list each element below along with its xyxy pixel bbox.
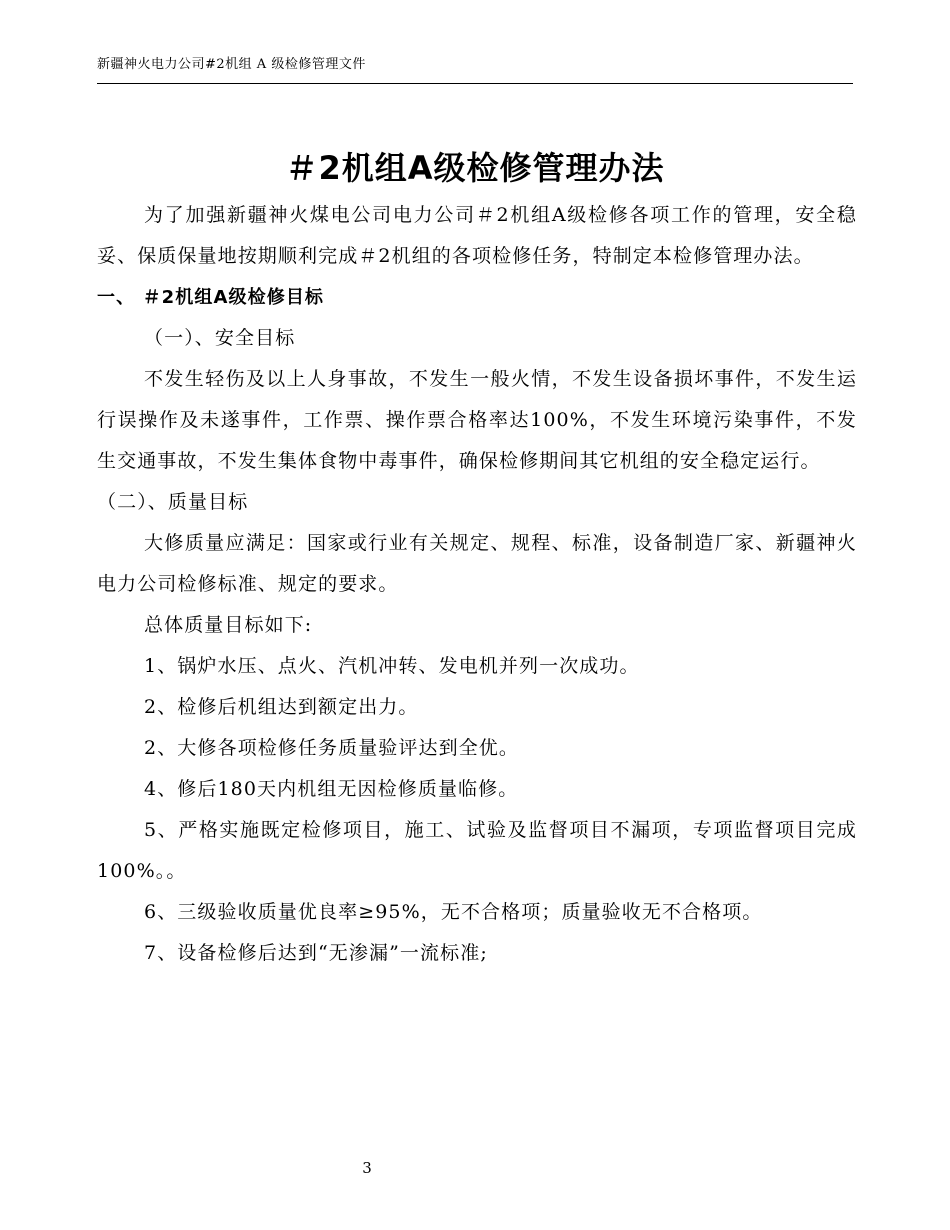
document-title: ＃2机组A级检修管理办法 <box>285 149 665 187</box>
body-paragraph: 大修质量应满足：国家或行业有关规定、规程、标准，设备制造厂家、新疆神火电力公司检修标准、规定的要求。 <box>97 532 857 595</box>
list-item: 1、锅炉水压、点火、汽机冲转、发电机并列一次成功。 <box>144 655 640 677</box>
document-body <box>97 195 857 974</box>
list-item: 2、大修各项检修任务质量验评达到全优。 <box>144 737 519 759</box>
subsection-heading: （二）、质量目标 <box>97 491 249 513</box>
running-header: 新疆神火电力公司#2机组 A 级检修管理文件 <box>97 57 366 72</box>
page-number-text: 3 <box>362 1159 372 1177</box>
list-item: 6、三级验收质量优良率≥95%，无不合格项；质量验收无不合格项。 <box>144 901 763 923</box>
list-item: 2、检修后机组达到额定出力。 <box>144 696 419 718</box>
intro-paragraph: 为了加强新疆神火煤电公司电力公司＃2机组A级检修各项工作的管理，安全稳妥、保质保量地按期顺利完成＃2机组的各项检修任务，特制定本检修管理办法。 <box>97 204 857 267</box>
list-item: 4、修后180天内机组无因检修质量临修。 <box>144 778 519 800</box>
page-number <box>0 1158 950 1178</box>
list-item: 5、严格实施既定检修项目，施工、试验及监督项目不漏项，专项监督项目完成100%。。 <box>97 819 857 882</box>
list-item: 7、设备检修后达到“无渗漏”一流标准; <box>144 942 488 964</box>
body-paragraph: 总体质量目标如下: <box>144 614 313 636</box>
subsection-heading: （一）、安全目标 <box>144 327 296 349</box>
section-heading: 一、 ＃2机组A级检修目标 <box>97 287 325 308</box>
header-divider <box>97 83 853 84</box>
body-paragraph: 不发生轻伤及以上人身事故，不发生一般火情，不发生设备损坏事件，不发生运行误操作及未遂事件，工作票、操作票合格率达100%，不发生环境污染事件，不发生交通事故，不发生集体食物中毒事件，确保检修期间其它机组的安全稳定运行。 <box>97 368 857 472</box>
